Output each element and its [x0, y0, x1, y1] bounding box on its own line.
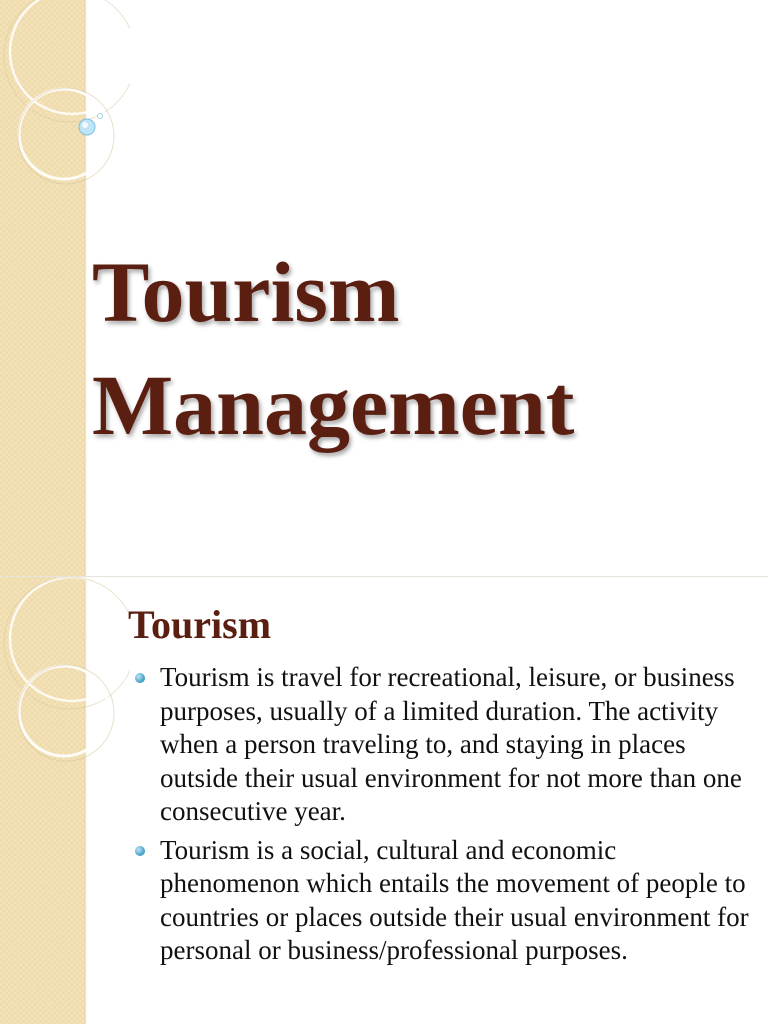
bullet-item	[160, 661, 750, 829]
slide-title	[92, 236, 574, 462]
title-line-2: Management	[92, 357, 575, 453]
title-line-1: Tourism	[92, 244, 400, 340]
decorative-rings-icon	[0, 577, 130, 777]
decorative-rings-icon	[0, 0, 130, 200]
section-heading: Tourism	[128, 602, 272, 647]
bullet-dot-icon	[135, 673, 145, 683]
bullet-text: Tourism is a social, cultural and economic phenomenon which entails the movement of people to countries or places outside their usual environment for personal or business/professional purposes.	[160, 834, 749, 965]
bullet-dot-icon	[135, 846, 145, 856]
bullet-list	[160, 661, 750, 973]
content-slide	[0, 577, 768, 1024]
bullet-text: Tourism is travel for recreational, leisure, or business purposes, usually of a limited duration. The activity when a person traveling to, and staying in places outside their usual environment for not more than one consecutive year.	[160, 662, 742, 826]
bullet-item	[160, 834, 750, 968]
